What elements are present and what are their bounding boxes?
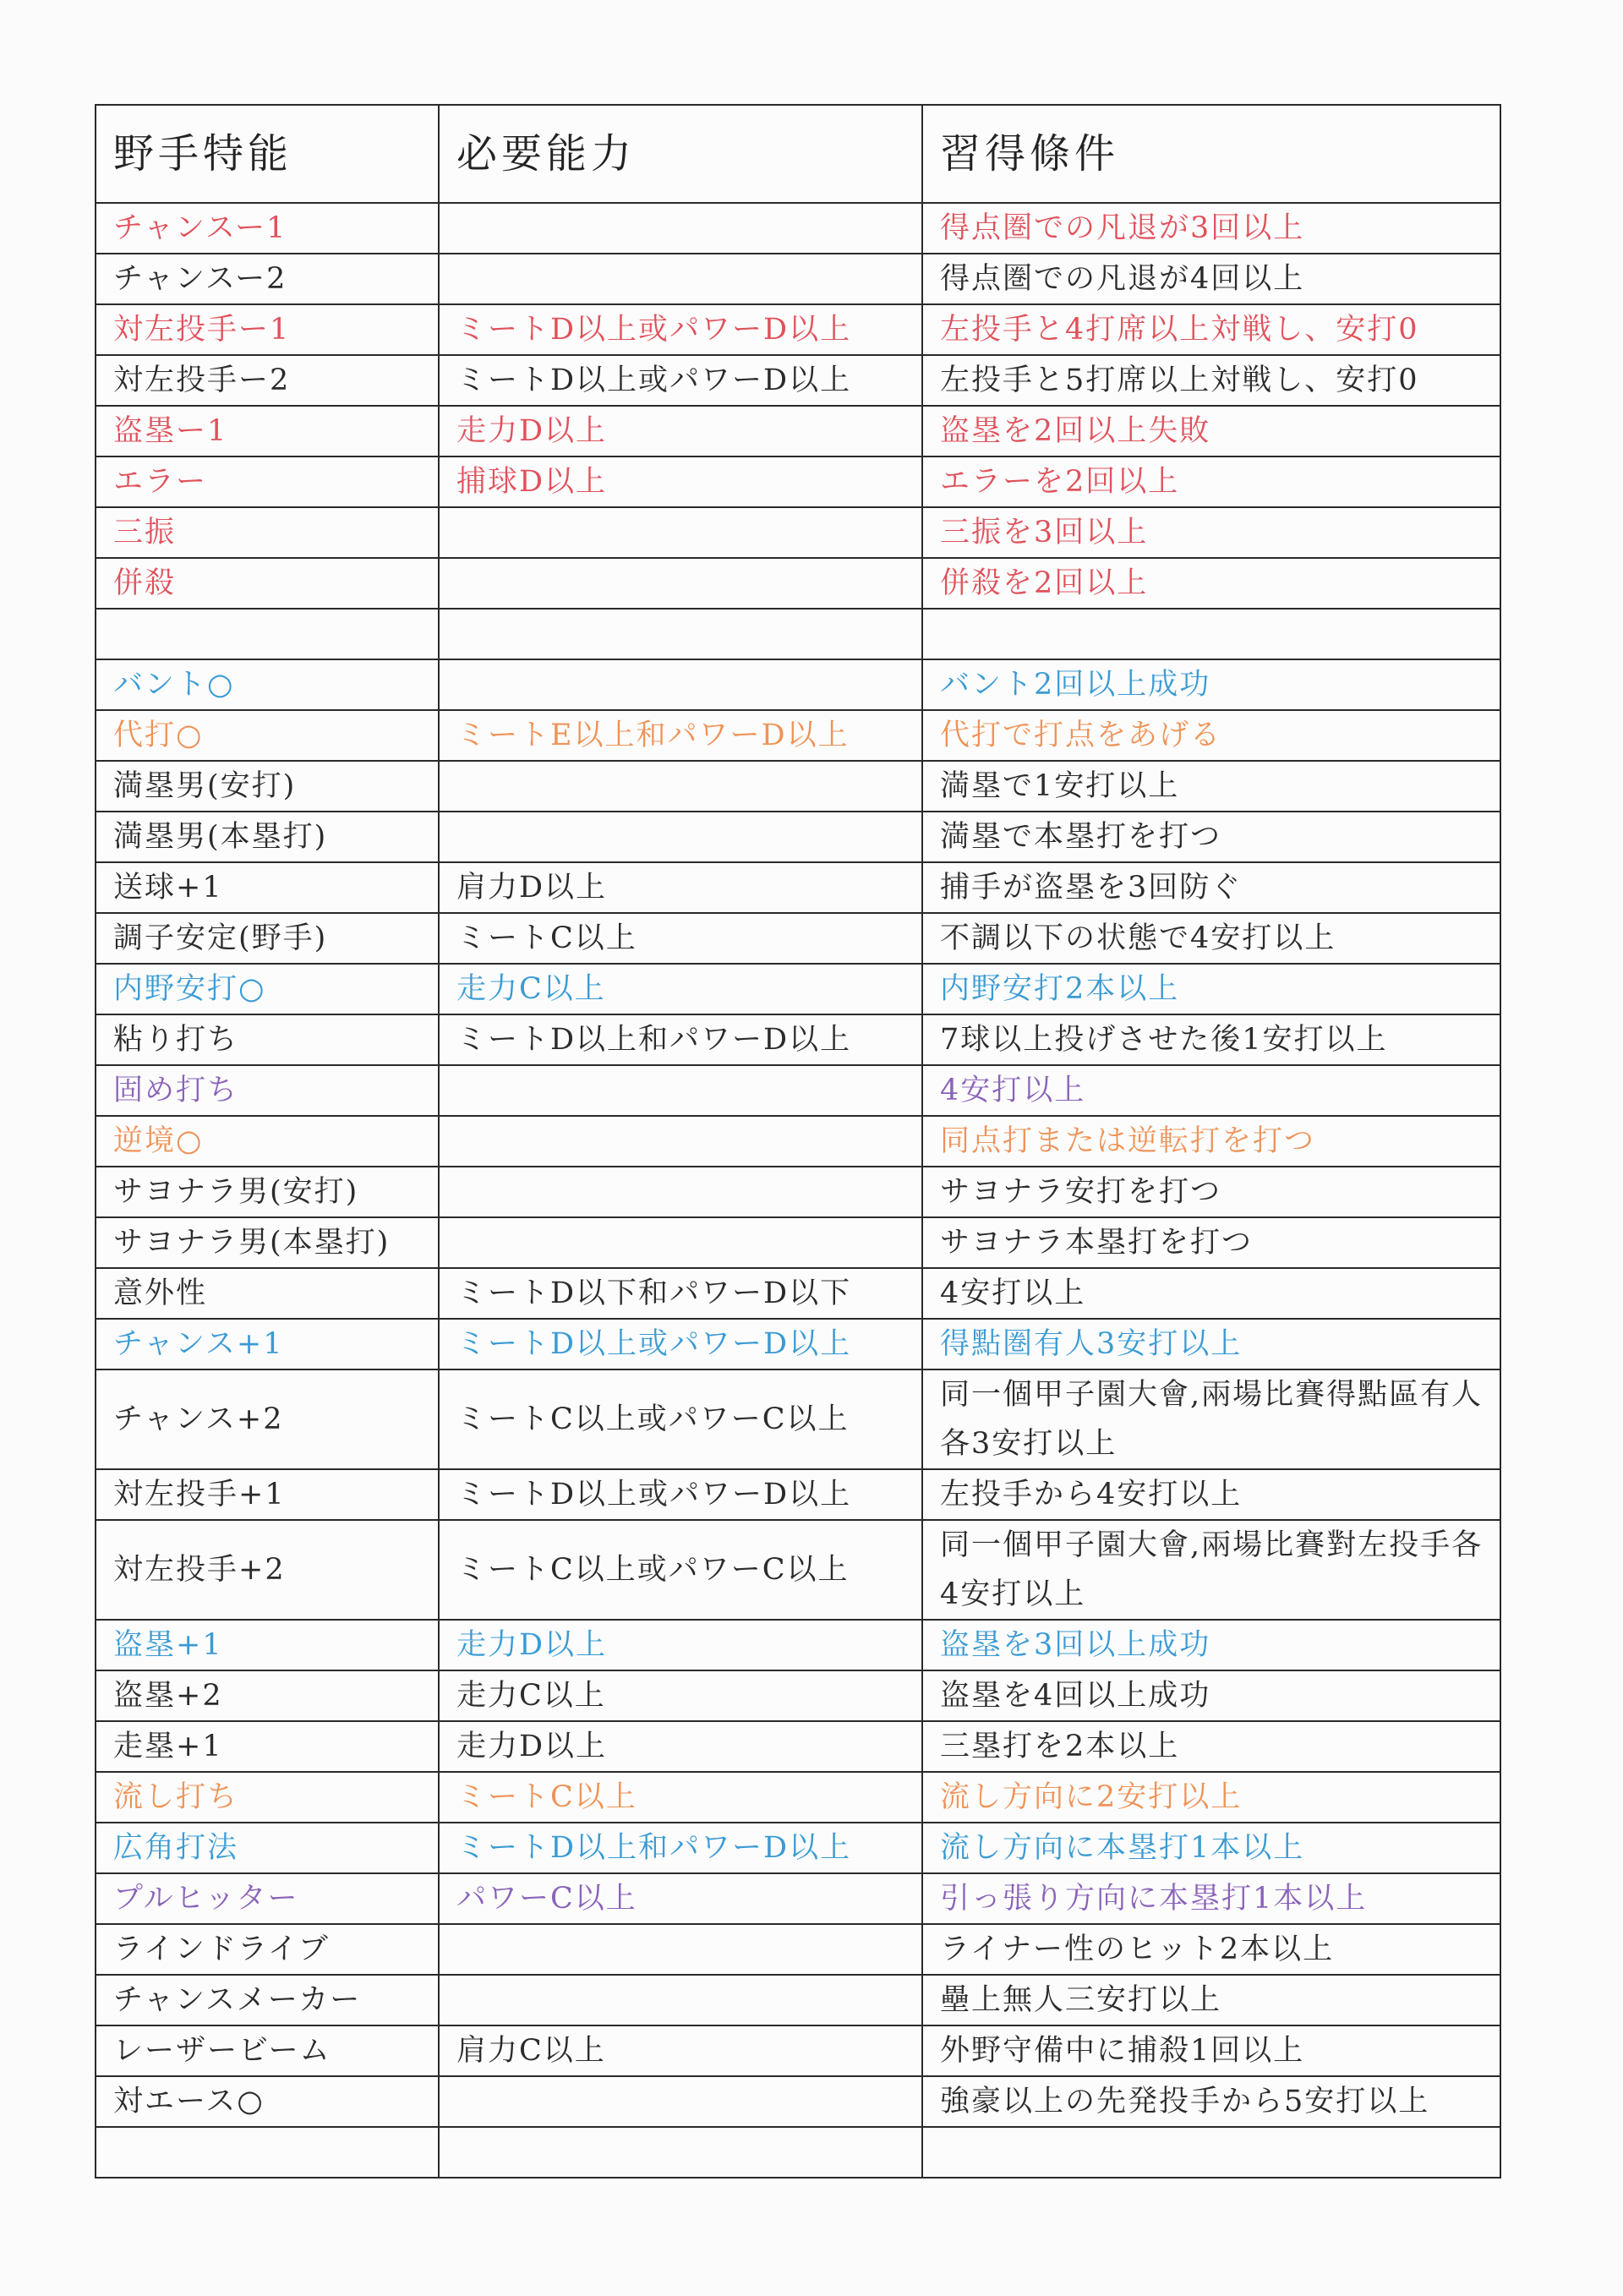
skill-cell: プルヒッター — [96, 1873, 439, 1924]
condition-cell: 左投手と4打席以上対戦し、安打0 — [922, 304, 1500, 355]
table-row — [96, 964, 1500, 1014]
table-row — [96, 254, 1500, 304]
table-row — [96, 1772, 1500, 1823]
table-row — [96, 1975, 1500, 2025]
requirement-cell: ミートC以上 — [439, 913, 922, 964]
requirement-cell — [439, 2076, 922, 2127]
table-row — [96, 1167, 1500, 1217]
requirement-cell — [439, 1116, 922, 1167]
skill-cell: 対左投手+2 — [96, 1520, 439, 1620]
requirement-cell: ミートD以上或パワーD以上 — [439, 1319, 922, 1369]
table-row — [96, 1217, 1500, 1268]
requirement-cell: 走力D以上 — [439, 406, 922, 456]
condition-cell: 左投手から4安打以上 — [922, 1469, 1500, 1520]
requirement-cell — [439, 659, 922, 710]
requirement-cell — [439, 203, 922, 254]
condition-cell: 同点打または逆転打を打つ — [922, 1116, 1500, 1167]
skill-cell: 盗塁ー1 — [96, 406, 439, 456]
condition-cell: 代打で打点をあげる — [922, 710, 1500, 761]
skill-cell: チャンス+2 — [96, 1369, 439, 1469]
skill-cell: 調子安定(野手) — [96, 913, 439, 964]
skill-cell: 盗塁+1 — [96, 1620, 439, 1670]
header-skill: 野手特能 — [96, 105, 439, 203]
requirement-cell — [439, 609, 922, 659]
skill-cell: 満塁男(本塁打) — [96, 812, 439, 862]
condition-cell: サヨナラ本塁打を打つ — [922, 1217, 1500, 1268]
skill-cell: ラインドライブ — [96, 1924, 439, 1975]
skill-table — [95, 104, 1501, 2178]
table-row — [96, 2025, 1500, 2076]
condition-cell: 4安打以上 — [922, 1065, 1500, 1116]
skill-cell: 盗塁+2 — [96, 1670, 439, 1721]
table-row — [96, 1065, 1500, 1116]
table-row — [96, 1469, 1500, 1520]
skill-cell: 代打○ — [96, 710, 439, 761]
condition-cell: 満塁で本塁打を打つ — [922, 812, 1500, 862]
condition-cell: 盗塁を4回以上成功 — [922, 1670, 1500, 1721]
table-row — [96, 507, 1500, 558]
skill-cell: 送球+1 — [96, 862, 439, 913]
requirement-cell — [439, 254, 922, 304]
skill-cell: 対左投手ー1 — [96, 304, 439, 355]
skill-cell: チャンスメーカー — [96, 1975, 439, 2025]
table-row — [96, 1116, 1500, 1167]
condition-cell: 盗塁を3回以上成功 — [922, 1620, 1500, 1670]
skill-cell — [96, 609, 439, 659]
table-row — [96, 1721, 1500, 1772]
table-row — [96, 1520, 1500, 1620]
skill-cell: サヨナラ男(本塁打) — [96, 1217, 439, 1268]
condition-cell: 得點圏有人3安打以上 — [922, 1319, 1500, 1369]
skill-cell: レーザービーム — [96, 2025, 439, 2076]
condition-cell: 捕手が盗塁を3回防ぐ — [922, 862, 1500, 913]
table-row — [96, 659, 1500, 710]
condition-cell — [922, 609, 1500, 659]
requirement-cell — [439, 1975, 922, 2025]
table-row — [96, 1319, 1500, 1369]
condition-cell: 強豪以上の先発投手から5安打以上 — [922, 2076, 1500, 2127]
condition-cell: 流し方向に本塁打1本以上 — [922, 1823, 1500, 1873]
condition-cell: 壘上無人三安打以上 — [922, 1975, 1500, 2025]
skill-cell: 三振 — [96, 507, 439, 558]
table-body — [96, 203, 1500, 2178]
requirement-cell: 捕球D以上 — [439, 456, 922, 507]
table-row — [96, 1873, 1500, 1924]
table-row — [96, 913, 1500, 964]
skill-cell: 流し打ち — [96, 1772, 439, 1823]
skill-cell: チャンス+1 — [96, 1319, 439, 1369]
requirement-cell — [439, 507, 922, 558]
requirement-cell — [439, 558, 922, 609]
requirement-cell: パワーC以上 — [439, 1873, 922, 1924]
requirement-cell: ミートC以上或パワーC以上 — [439, 1369, 922, 1469]
table-row — [96, 355, 1500, 406]
skill-cell: 内野安打○ — [96, 964, 439, 1014]
skill-cell: 逆境○ — [96, 1116, 439, 1167]
requirement-cell: ミートD以上或パワーD以上 — [439, 304, 922, 355]
requirement-cell — [439, 1167, 922, 1217]
requirement-cell — [439, 1217, 922, 1268]
requirement-cell — [439, 812, 922, 862]
header-condition: 習得條件 — [922, 105, 1500, 203]
requirement-cell: 走力C以上 — [439, 1670, 922, 1721]
requirement-cell — [439, 761, 922, 812]
table-row — [96, 558, 1500, 609]
table-row — [96, 609, 1500, 659]
condition-cell: 不調以下の状態で4安打以上 — [922, 913, 1500, 964]
table-row — [96, 304, 1500, 355]
condition-cell: 7球以上投げさせた後1安打以上 — [922, 1014, 1500, 1065]
table-row — [96, 761, 1500, 812]
requirement-cell: ミートD以上或パワーD以上 — [439, 355, 922, 406]
skill-cell: 固め打ち — [96, 1065, 439, 1116]
requirement-cell: ミートE以上和パワーD以上 — [439, 710, 922, 761]
condition-cell: 外野守備中に捕殺1回以上 — [922, 2025, 1500, 2076]
condition-cell: 同一個甲子園大會,兩場比賽對左投手各4安打以上 — [922, 1520, 1500, 1620]
requirement-cell: 肩力C以上 — [439, 2025, 922, 2076]
table-row — [96, 406, 1500, 456]
requirement-cell: 走力D以上 — [439, 1620, 922, 1670]
condition-cell: 得点圏での凡退が4回以上 — [922, 254, 1500, 304]
condition-cell: 盗塁を2回以上失敗 — [922, 406, 1500, 456]
skill-cell: サヨナラ男(安打) — [96, 1167, 439, 1217]
header-row — [96, 105, 1500, 203]
requirement-cell — [439, 1065, 922, 1116]
condition-cell: 左投手と5打席以上対戦し、安打0 — [922, 355, 1500, 406]
requirement-cell: ミートD以上或パワーD以上 — [439, 1469, 922, 1520]
table-row — [96, 1924, 1500, 1975]
skill-cell: チャンスー1 — [96, 203, 439, 254]
skill-cell: バント○ — [96, 659, 439, 710]
table-row — [96, 2076, 1500, 2127]
condition-cell: ライナー性のヒット2本以上 — [922, 1924, 1500, 1975]
skill-cell: 対左投手+1 — [96, 1469, 439, 1520]
requirement-cell: 肩力D以上 — [439, 862, 922, 913]
requirement-cell: ミートD以下和パワーD以下 — [439, 1268, 922, 1319]
table-row — [96, 456, 1500, 507]
condition-cell — [922, 2127, 1500, 2178]
requirement-cell: ミートD以上和パワーD以上 — [439, 1823, 922, 1873]
condition-cell: 引っ張り方向に本塁打1本以上 — [922, 1873, 1500, 1924]
condition-cell: 同一個甲子園大會,兩場比賽得點區有人各3安打以上 — [922, 1369, 1500, 1469]
skill-cell: チャンスー2 — [96, 254, 439, 304]
requirement-cell: 走力C以上 — [439, 964, 922, 1014]
table-row — [96, 1823, 1500, 1873]
requirement-cell — [439, 2127, 922, 2178]
condition-cell: 内野安打2本以上 — [922, 964, 1500, 1014]
skill-cell: 対エース○ — [96, 2076, 439, 2127]
table-row — [96, 1014, 1500, 1065]
skill-cell: 広角打法 — [96, 1823, 439, 1873]
condition-cell: サヨナラ安打を打つ — [922, 1167, 1500, 1217]
condition-cell: 4安打以上 — [922, 1268, 1500, 1319]
condition-cell: 満塁で1安打以上 — [922, 761, 1500, 812]
table-row — [96, 203, 1500, 254]
skill-cell: 満塁男(安打) — [96, 761, 439, 812]
condition-cell: エラーを2回以上 — [922, 456, 1500, 507]
condition-cell: 併殺を2回以上 — [922, 558, 1500, 609]
table-row — [96, 1620, 1500, 1670]
table-row — [96, 1670, 1500, 1721]
skill-cell: 意外性 — [96, 1268, 439, 1319]
table-row — [96, 1369, 1500, 1469]
condition-cell: 三振を3回以上 — [922, 507, 1500, 558]
requirement-cell — [439, 1924, 922, 1975]
skill-cell: エラー — [96, 456, 439, 507]
requirement-cell: ミートC以上 — [439, 1772, 922, 1823]
requirement-cell: ミートC以上或パワーC以上 — [439, 1520, 922, 1620]
skill-cell: 対左投手ー2 — [96, 355, 439, 406]
table-row — [96, 710, 1500, 761]
table-row — [96, 2127, 1500, 2178]
condition-cell: 得点圏での凡退が3回以上 — [922, 203, 1500, 254]
requirement-cell: ミートD以上和パワーD以上 — [439, 1014, 922, 1065]
skill-cell: 走塁+1 — [96, 1721, 439, 1772]
table-row — [96, 812, 1500, 862]
requirement-cell: 走力D以上 — [439, 1721, 922, 1772]
skill-cell: 併殺 — [96, 558, 439, 609]
skill-cell: 粘り打ち — [96, 1014, 439, 1065]
skill-cell — [96, 2127, 439, 2178]
condition-cell: 流し方向に2安打以上 — [922, 1772, 1500, 1823]
table-row — [96, 1268, 1500, 1319]
header-requirement: 必要能力 — [439, 105, 922, 203]
condition-cell: 三塁打を2本以上 — [922, 1721, 1500, 1772]
condition-cell: バント2回以上成功 — [922, 659, 1500, 710]
table-row — [96, 862, 1500, 913]
